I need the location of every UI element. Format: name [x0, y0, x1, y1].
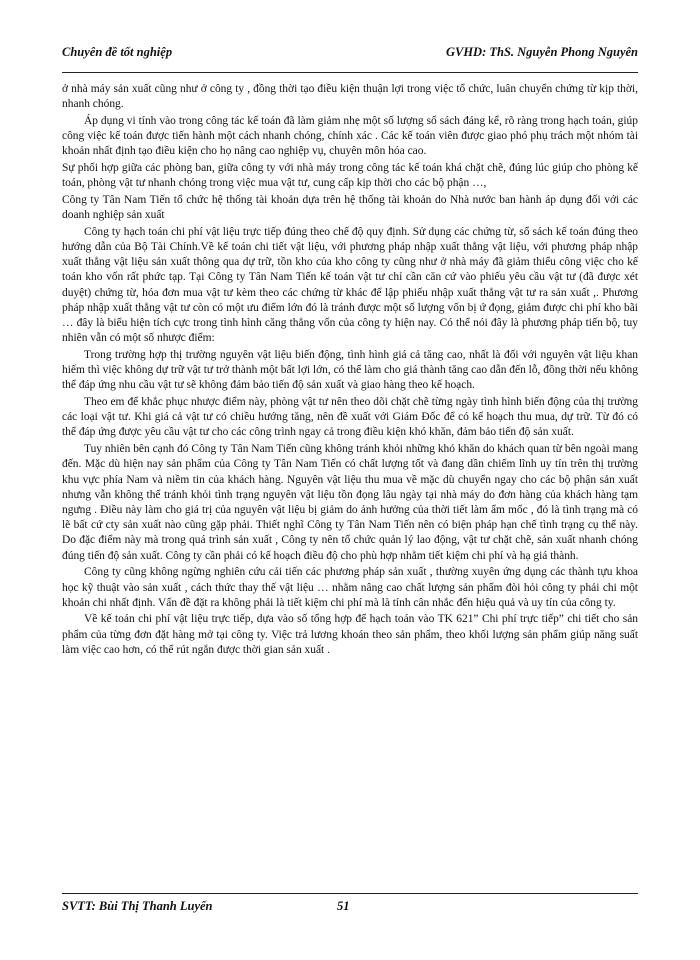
paragraph: Tuy nhiên bên cạnh đó Công ty Tân Nam Tiến cũng không tránh khỏi những khó khăn do khách quan từ bên ngoài mang đến. Mặc dù hiện nay sản phẩm của Công ty Tân Nam Tiến có chất lượng tốt và đang dần chiếm lĩnh uy tín trên thị trường khu vực phía Nam và niềm tin của khách hàng. Nguyên vật liệu thu mua về mặc dù chuyển ngay cho các bộ phận sản xuất nhưng vẫn không thể tránh khỏi tình trạng nguyên vật liệu tồn đọng lâu ngày tại nhà máy do đơn hàng của khách hàng tạm ngưng . Điều này làm cho giá trị của nguyên vật liệu bị giảm do ảnh hưởng của thời tiết làm ẩm mốc , đó là tình trạng mà có lẽ bất cứ cty sản xuất nào cũng gặp phải. Thiết nghĩ Công ty Tân Nam Tiến nên có biện pháp hạn chế tình trạng cụ thể này. Do đặc điểm này mà trong quá trình sản xuất , Công ty nên tổ chức quản lý lao động, vật tư chặt chẽ, sản xuất nhanh chóng đúng tiến độ sản xuất. Công ty cần phải có kế hoạch điều độ cho phù hợp nhằm tiết kiệm chi phí và hạ giá thành. — [62, 443, 638, 562]
page-header — [62, 45, 638, 65]
paragraph: Công ty Tân Nam Tiến tổ chức hệ thống tài khoản dựa trên hệ thống tài khoản do Nhà nước ban hành áp dụng đối với các doanh nghiệp sản xuất — [62, 193, 638, 222]
paragraph: Theo em để khắc phục nhược điểm này, phòng vật tư nên theo dõi chặt chẽ từng ngày tình hình biến động của thị trường các loại vật tư. Khi giá cả vật tư có chiều hướng tăng, nên đề xuất với Giám Đốc để có kế hoạch thu mua, dự trữ. Từ đó có thể đáp ứng được yêu cầu vật tư cho các công trình ngay cả trong điều kiện khó khăn, đảm bảo tiến độ sản xuất. — [62, 396, 638, 439]
document-body — [62, 82, 638, 882]
header-supervisor: GVHD: ThS. Nguyễn Phong Nguyên — [445, 45, 638, 59]
footer-rule — [62, 893, 638, 894]
footer-author: SVTT: Bùi Thị Thanh Luyến — [62, 899, 213, 913]
paragraph: Về kế toán chi phí vật liệu trực tiếp, dựa vào số tổng hợp để hạch toán vào TK 621” Chi phí trực tiếp” chi tiết cho sản phẩm của từng đơn đặt hàng mở tại công ty. Việc trả lương khoán theo sản phẩm, theo khối lượng sản phẩm giúp năng suất làm việc cao hơn, có thể rút ngắn được thời gian sản xuất . — [62, 613, 638, 656]
paragraph: Công ty hạch toán chi phí vật liệu trực tiếp đúng theo chế độ quy định. Sử dụng các chứng từ, sổ sách kế toán đúng theo hướng dẫn của Bộ Tài Chính.Về kế toán chi tiết vật liệu, với phương pháp nhập xuất thẳng vật liệu, với phương pháp nhập xuất thẳng vật liệu sản xuất thông qua dự trữ, tồn kho của kho công ty cũng như ở nhà máy đã giảm thiểu công việc cho kế toán kho vốn rất phức tạp. Tại Công ty Tân Nam Tiến kế toán vật tư chỉ cần căn cứ vào phiếu yêu cầu vật tư (đã được xét duyệt) chứng từ, hóa đơn mua vật tư kèm theo các chứng từ khác để lập phiếu nhập xuất thẳng vật tư ra sản xuất ,. Phương pháp nhập xuất thẳng vật tư còn có một ưu điểm lớn đó là tránh được một số lượng vốn bị ứ đọng, giảm được chi phí kho bãi … đây là biểu hiện tích cực trong tình hình căng thẳng vốn của công ty hiện nay. Có thể nói đây là phương pháp tiến bộ, tuy nhiên vẫn có một số nhược điểm: — [62, 225, 638, 345]
paragraph: Áp dụng vi tính vào trong công tác kế toán đã làm giảm nhẹ một số lượng sổ sách đáng kể, rõ ràng trong hạch toán, giúp công việc kế toán được tiến hành một cách nhanh chóng, chính xác . Các kế toán viên được giao phó phụ trách một nhóm tài khoản nhất định tạo điều kiện cho họ nâng cao nghiệp vụ, chuyên môn hóa cao. — [62, 114, 638, 158]
header-document-title: Chuyên đề tốt nghiệp — [62, 45, 173, 59]
page-footer — [62, 899, 638, 919]
page-number: 51 — [337, 899, 350, 913]
header-rule — [62, 72, 638, 73]
paragraph: Công ty cũng không ngừng nghiên cứu cải tiến các phương pháp sản xuất , thường xuyên ứng dụng các thành tựu khoa học kỹ thuật vào sản xuất , cách thức thay thế vật liệu … nhằm nâng cao chất lượng sản phẩm đòi hỏi công ty phải chi một khoản chi nhất định. Vấn đề đặt ra không phải là tiết kiệm chi phí mà là tính cân nhắc đến hiệu quả và uy tín của công ty. — [62, 566, 638, 609]
paragraph: Trong trường hợp thị trường nguyên vật liệu biến động, tình hình giá cả tăng cao, nhất là đối với nguyên vật liệu khan hiếm thì việc không dự trữ vật tư trở thành một bất lợi lớn, có thể làm cho giá thành tăng cao dẫn đến lỗ, đồng thời nếu không thể đáp ứng nhu cầu vật tư sẽ không đảm bảo tiến độ sản xuất và giao hàng theo kế hoạch. — [62, 348, 638, 392]
paragraph: ở nhà máy sản xuất cũng như ở công ty , đồng thời tạo điều kiện thuận lợi trong việc tổ chức, luân chuyển chứng từ kịp thời, nhanh chóng. — [62, 83, 638, 111]
paragraph: Sự phối hợp giữa các phòng ban, giữa công ty với nhà máy trong công tác kế toán khá chặt chẽ, đúng lúc giúp cho phòng kế toán, phòng vật tư nhanh chóng trong việc mua vật tư, cung cấp kịp thời cho các bộ phận …, — [62, 162, 638, 190]
